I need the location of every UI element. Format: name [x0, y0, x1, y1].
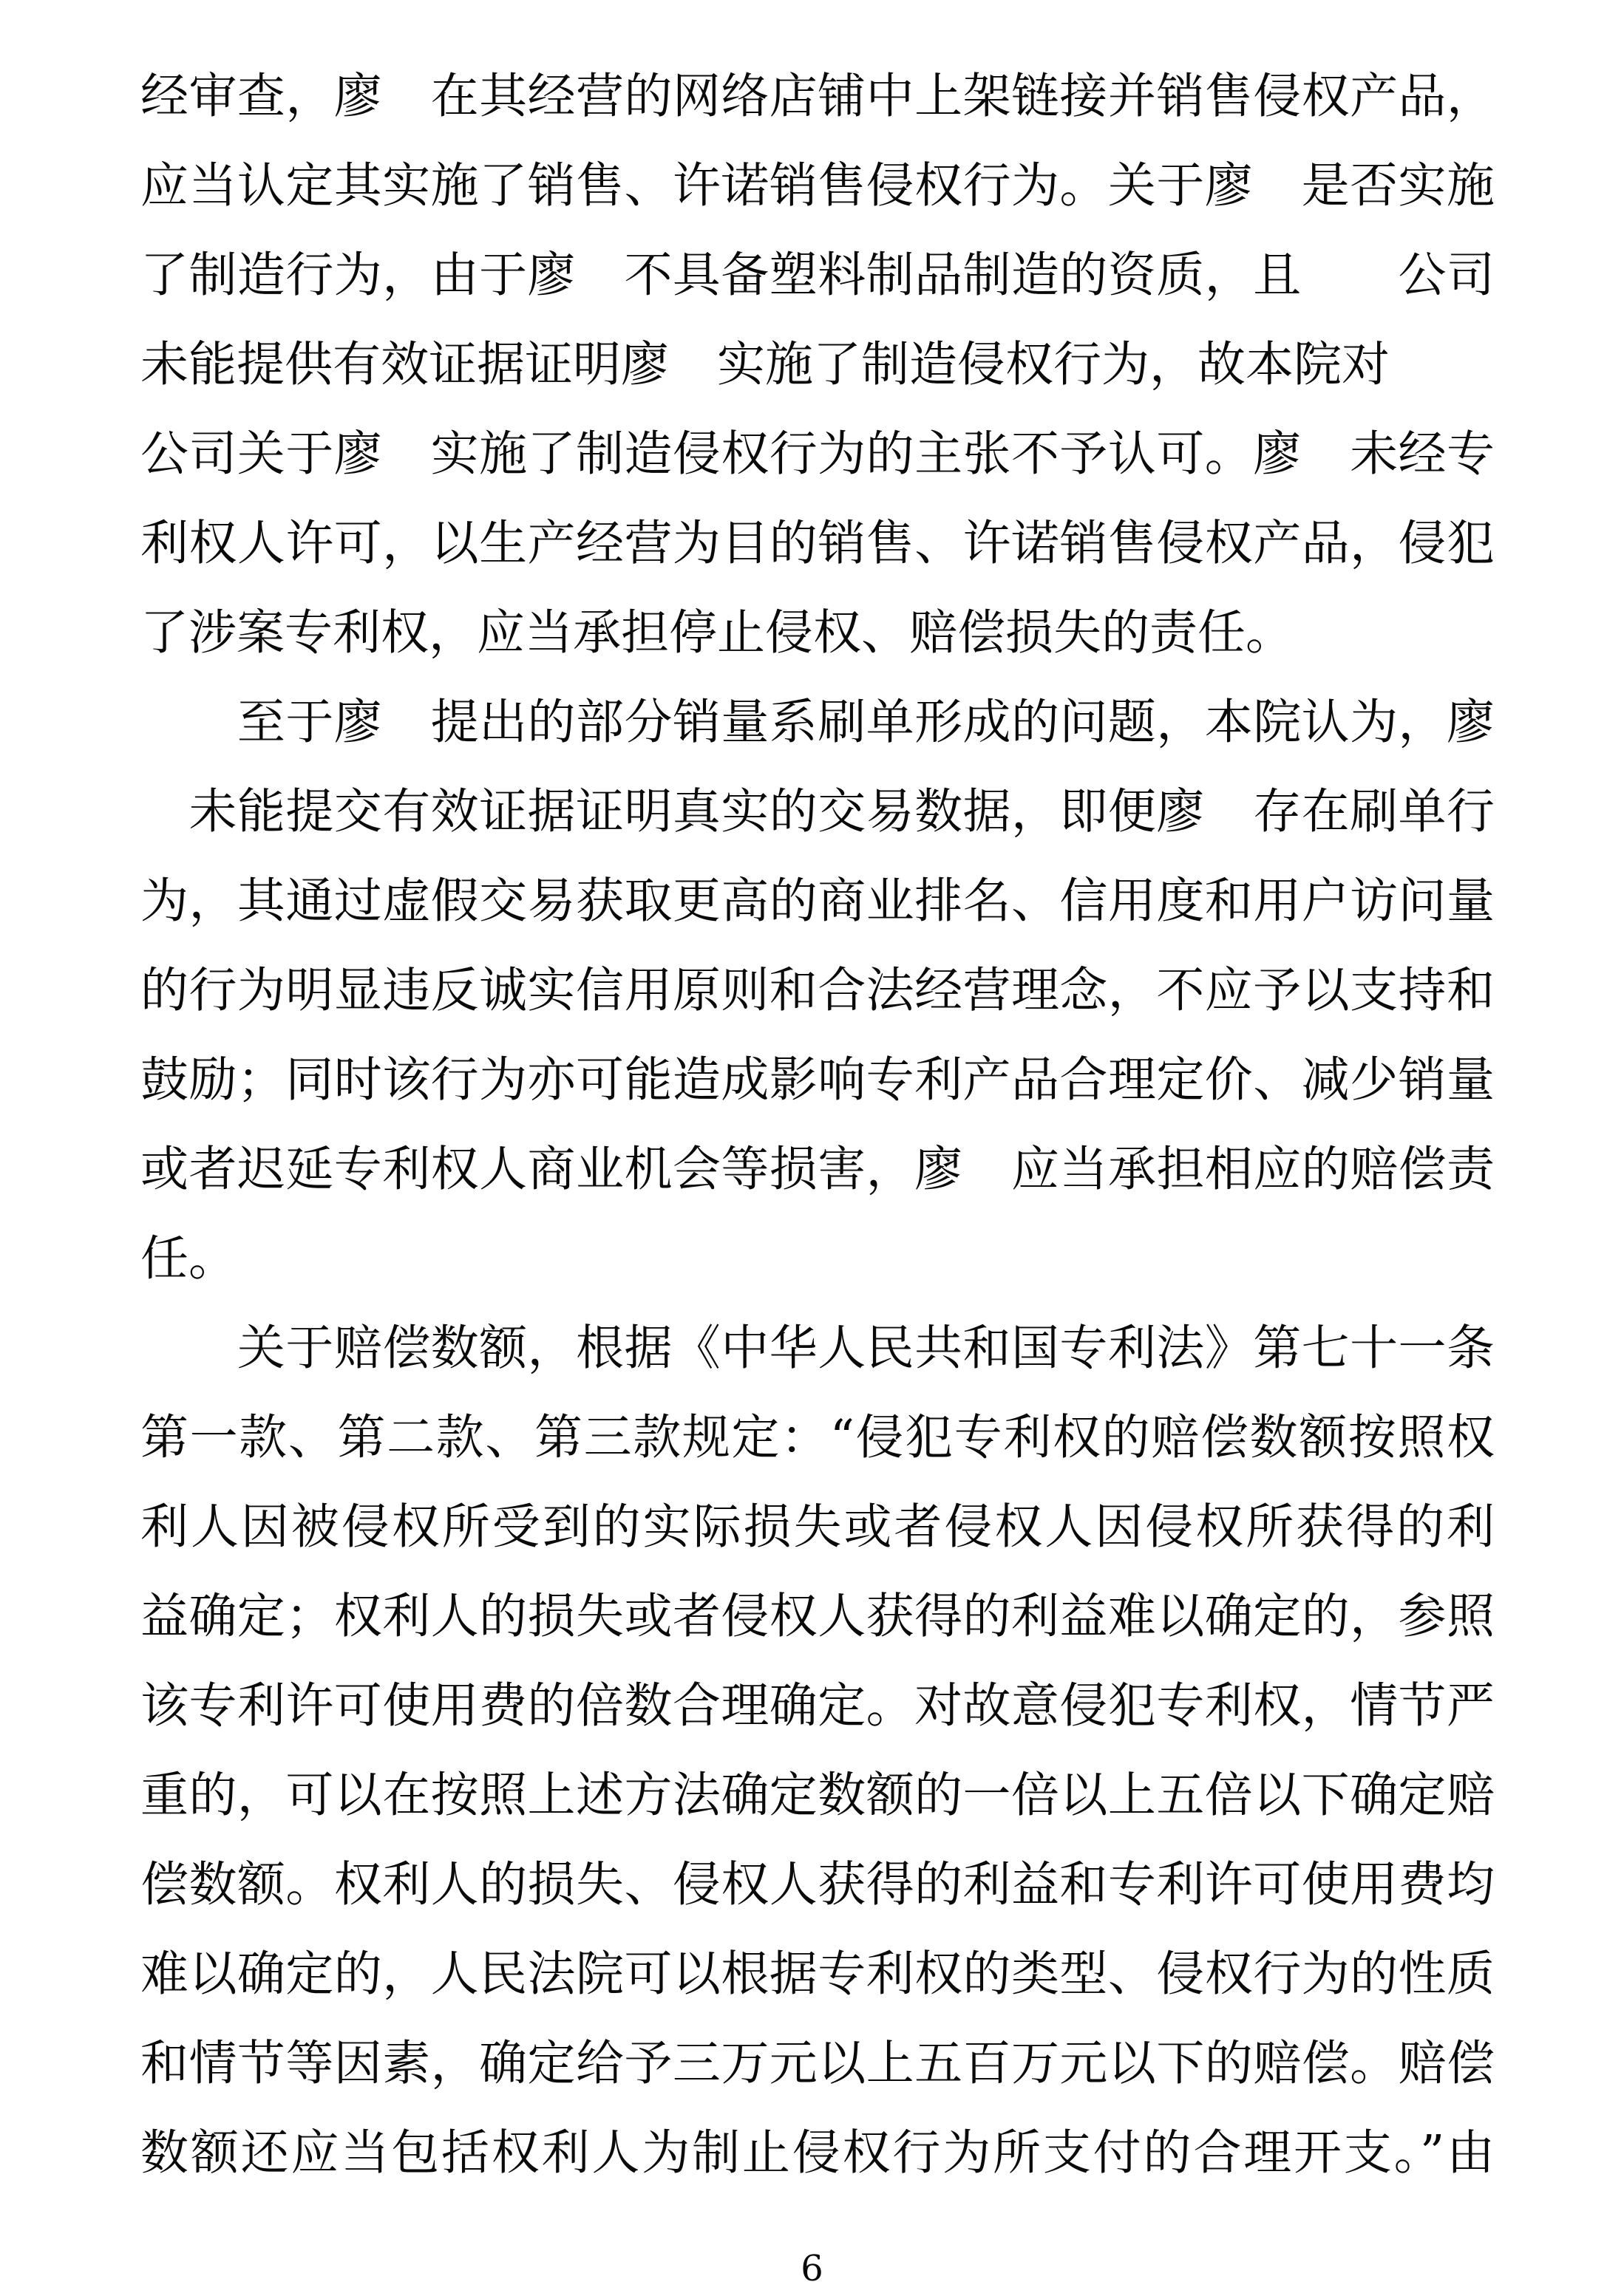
- text-line: 利权人许可，以生产经营为目的销售、许诺销售侵权产品，侵犯: [140, 516, 1495, 571]
- judgment-body-text: [140, 52, 1495, 2198]
- text-line: 重的，可以在按照上述方法确定数额的一倍以上五倍以下确定赔: [140, 1768, 1495, 1823]
- text-line: 关于赔偿数额，根据《中华人民共和国专利法》第七十一条: [140, 1321, 1495, 1376]
- page-number: 6: [801, 2248, 823, 2289]
- text-line: 任。: [140, 1231, 237, 1287]
- text-line: 经审查，廖 在其经营的网络店铺中上架链接并销售侵权产品，: [140, 69, 1495, 124]
- text-line: 公司关于廖 实施了制造侵权行为的主张不予认可。廖 未经专: [140, 426, 1495, 482]
- text-line: 未能提供有效证据证明廖 实施了制造侵权行为，故本院对: [140, 337, 1390, 392]
- text-line: 该专利许可使用费的倍数合理确定。对故意侵犯专利权，情节严: [140, 1678, 1495, 1734]
- text-line: 至于廖 提出的部分销量系刷单形成的问题，本院认为，廖: [140, 695, 1495, 750]
- text-line: 偿数额。权利人的损失、侵权人获得的利益和专利许可使用费均: [140, 1857, 1495, 1912]
- text-line: 的行为明显违反诚实信用原则和合法经营理念，不应予以支持和: [140, 963, 1495, 1018]
- text-line: 应当认定其实施了销售、许诺销售侵权行为。关于廖 是否实施: [140, 158, 1495, 214]
- text-line: 第一款、第二款、第三款规定：“侵犯专利权的赔偿数额按照权: [140, 1410, 1495, 1465]
- text-line: 未能提交有效证据证明真实的交易数据，即便廖 存在刷单行: [140, 784, 1495, 839]
- text-line: 了涉案专利权，应当承担停止侵权、赔偿损失的责任。: [140, 605, 1294, 661]
- text-line: 鼓励；同时该行为亦可能造成影响专利产品合理定价、减少销量: [140, 1052, 1495, 1108]
- text-line: 或者迟延专利权人商业机会等损害，廖 应当承担相应的赔偿责: [140, 1142, 1495, 1197]
- text-line: 利人因被侵权所受到的实际损失或者侵权人因侵权所获得的利: [140, 1499, 1495, 1555]
- text-line: 和情节等因素，确定给予三万元以上五百万元以下的赔偿。赔偿: [140, 2036, 1495, 2091]
- text-line: 了制造行为，由于廖 不具备塑料制品制造的资质，且 公司: [140, 248, 1495, 303]
- text-line: 益确定；权利人的损失或者侵权人获得的利益难以确定的，参照: [140, 1589, 1495, 1644]
- text-line: 数额还应当包括权利人为制止侵权行为所支付的合理开支。”由: [140, 2125, 1495, 2181]
- text-line: 难以确定的，人民法院可以根据专利权的类型、侵权行为的性质: [140, 1946, 1495, 2002]
- text-line: 为，其通过虚假交易获取更高的商业排名、信用度和用户访问量: [140, 873, 1495, 929]
